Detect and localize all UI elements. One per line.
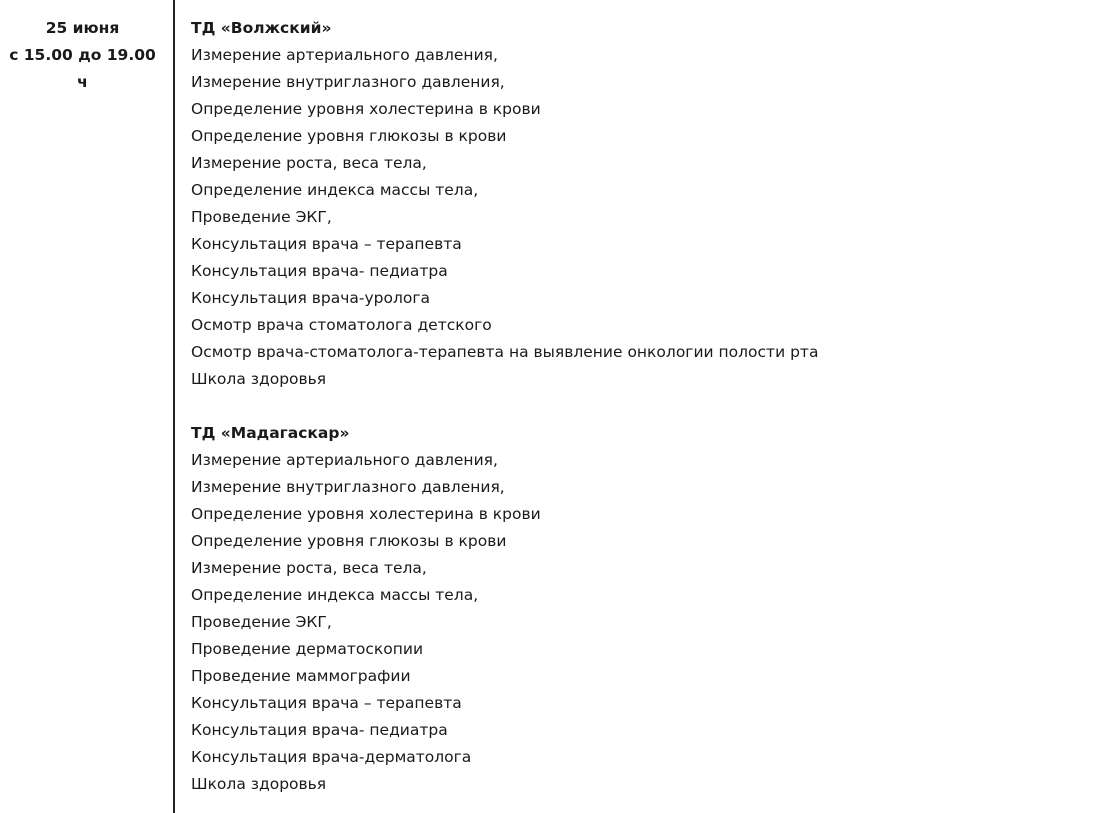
- store-block-volzhsky: [191, 15, 1091, 393]
- list-item: Школа здоровья: [191, 775, 327, 793]
- service-list: [191, 447, 1091, 798]
- list-item: Консультация врача – терапевта: [191, 694, 462, 712]
- list-item: Определение индекса массы тела,: [191, 181, 479, 199]
- list-item: Определение уровня глюкозы в крови: [191, 532, 507, 550]
- list-item: Проведение ЭКГ,: [191, 613, 332, 631]
- list-item: Консультация врача- педиатра: [191, 721, 448, 739]
- event-time-unit: ч: [77, 73, 88, 91]
- event-date: 25 июня: [45, 19, 120, 37]
- list-item: Осмотр врача стоматолога детского: [191, 316, 492, 334]
- list-item: Определение уровня холестерина в крови: [191, 100, 541, 118]
- list-item: Осмотр врача-стоматолога-терапевта на выявление онкологии полости рта: [191, 343, 819, 361]
- list-item: Измерение артериального давления,: [191, 451, 498, 469]
- list-item: Измерение внутриглазного давления,: [191, 478, 505, 496]
- list-item: Консультация врача – терапевта: [191, 235, 462, 253]
- services-cell: [191, 15, 1091, 798]
- list-item: Определение уровня глюкозы в крови: [191, 127, 507, 145]
- list-item: Проведение ЭКГ,: [191, 208, 332, 226]
- list-item: Консультация врача- педиатра: [191, 262, 448, 280]
- list-item: Школа здоровья: [191, 370, 327, 388]
- list-item: Измерение роста, веса тела,: [191, 559, 427, 577]
- list-item: Проведение маммографии: [191, 667, 411, 685]
- store-block-madagascar: [191, 420, 1091, 798]
- date-cell: [0, 15, 165, 96]
- list-item: Измерение артериального давления,: [191, 46, 498, 64]
- list-item: Консультация врача-дерматолога: [191, 748, 472, 766]
- list-item: Определение уровня холестерина в крови: [191, 505, 541, 523]
- store-title: ТД «Мадагаскар»: [191, 424, 350, 442]
- list-item: Консультация врача-уролога: [191, 289, 431, 307]
- list-item: Проведение дерматоскопии: [191, 640, 424, 658]
- service-list: [191, 42, 1091, 393]
- column-divider: [173, 0, 175, 813]
- list-item: Измерение роста, веса тела,: [191, 154, 427, 172]
- store-title: ТД «Волжский»: [191, 19, 332, 37]
- event-time: с 15.00 до 19.00: [9, 46, 156, 64]
- list-item: Определение индекса массы тела,: [191, 586, 479, 604]
- list-item: Измерение внутриглазного давления,: [191, 73, 505, 91]
